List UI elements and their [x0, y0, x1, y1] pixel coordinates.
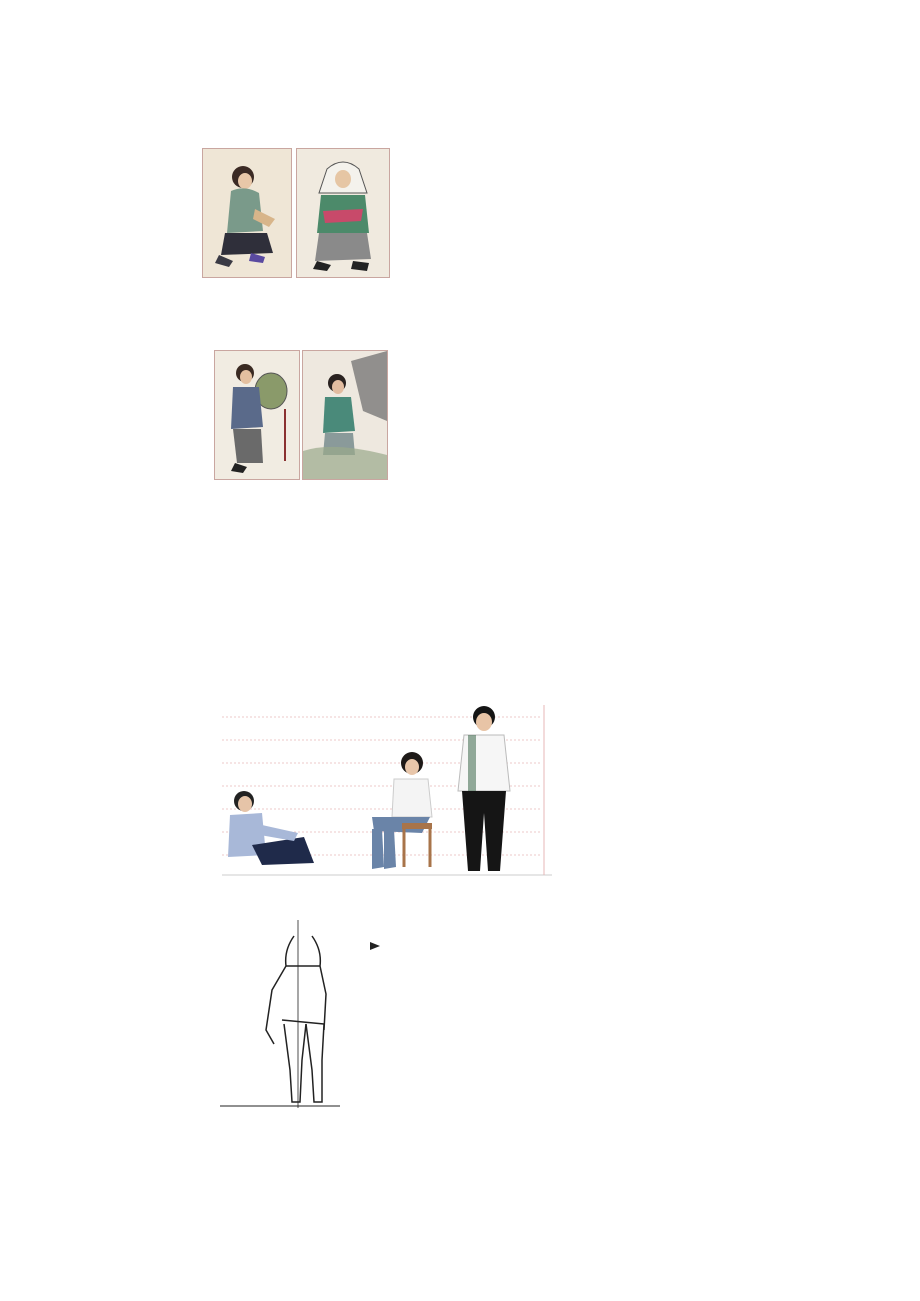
slide-panel-2	[200, 340, 562, 510]
proportion-figure	[222, 705, 552, 880]
artwork-shaanbei-little-girl	[214, 350, 300, 480]
artwork-shaanbei-doll	[302, 350, 388, 480]
artwork-shaanbei-girl	[202, 148, 292, 278]
body-proportion-photo	[222, 705, 552, 880]
artwork-jinnan-girl	[296, 148, 390, 278]
circle-proportion-svg	[220, 920, 390, 1108]
slide-panel-1	[200, 140, 562, 310]
panel-2-body	[398, 392, 558, 510]
head-unit-proportion-diagram	[220, 920, 390, 1108]
